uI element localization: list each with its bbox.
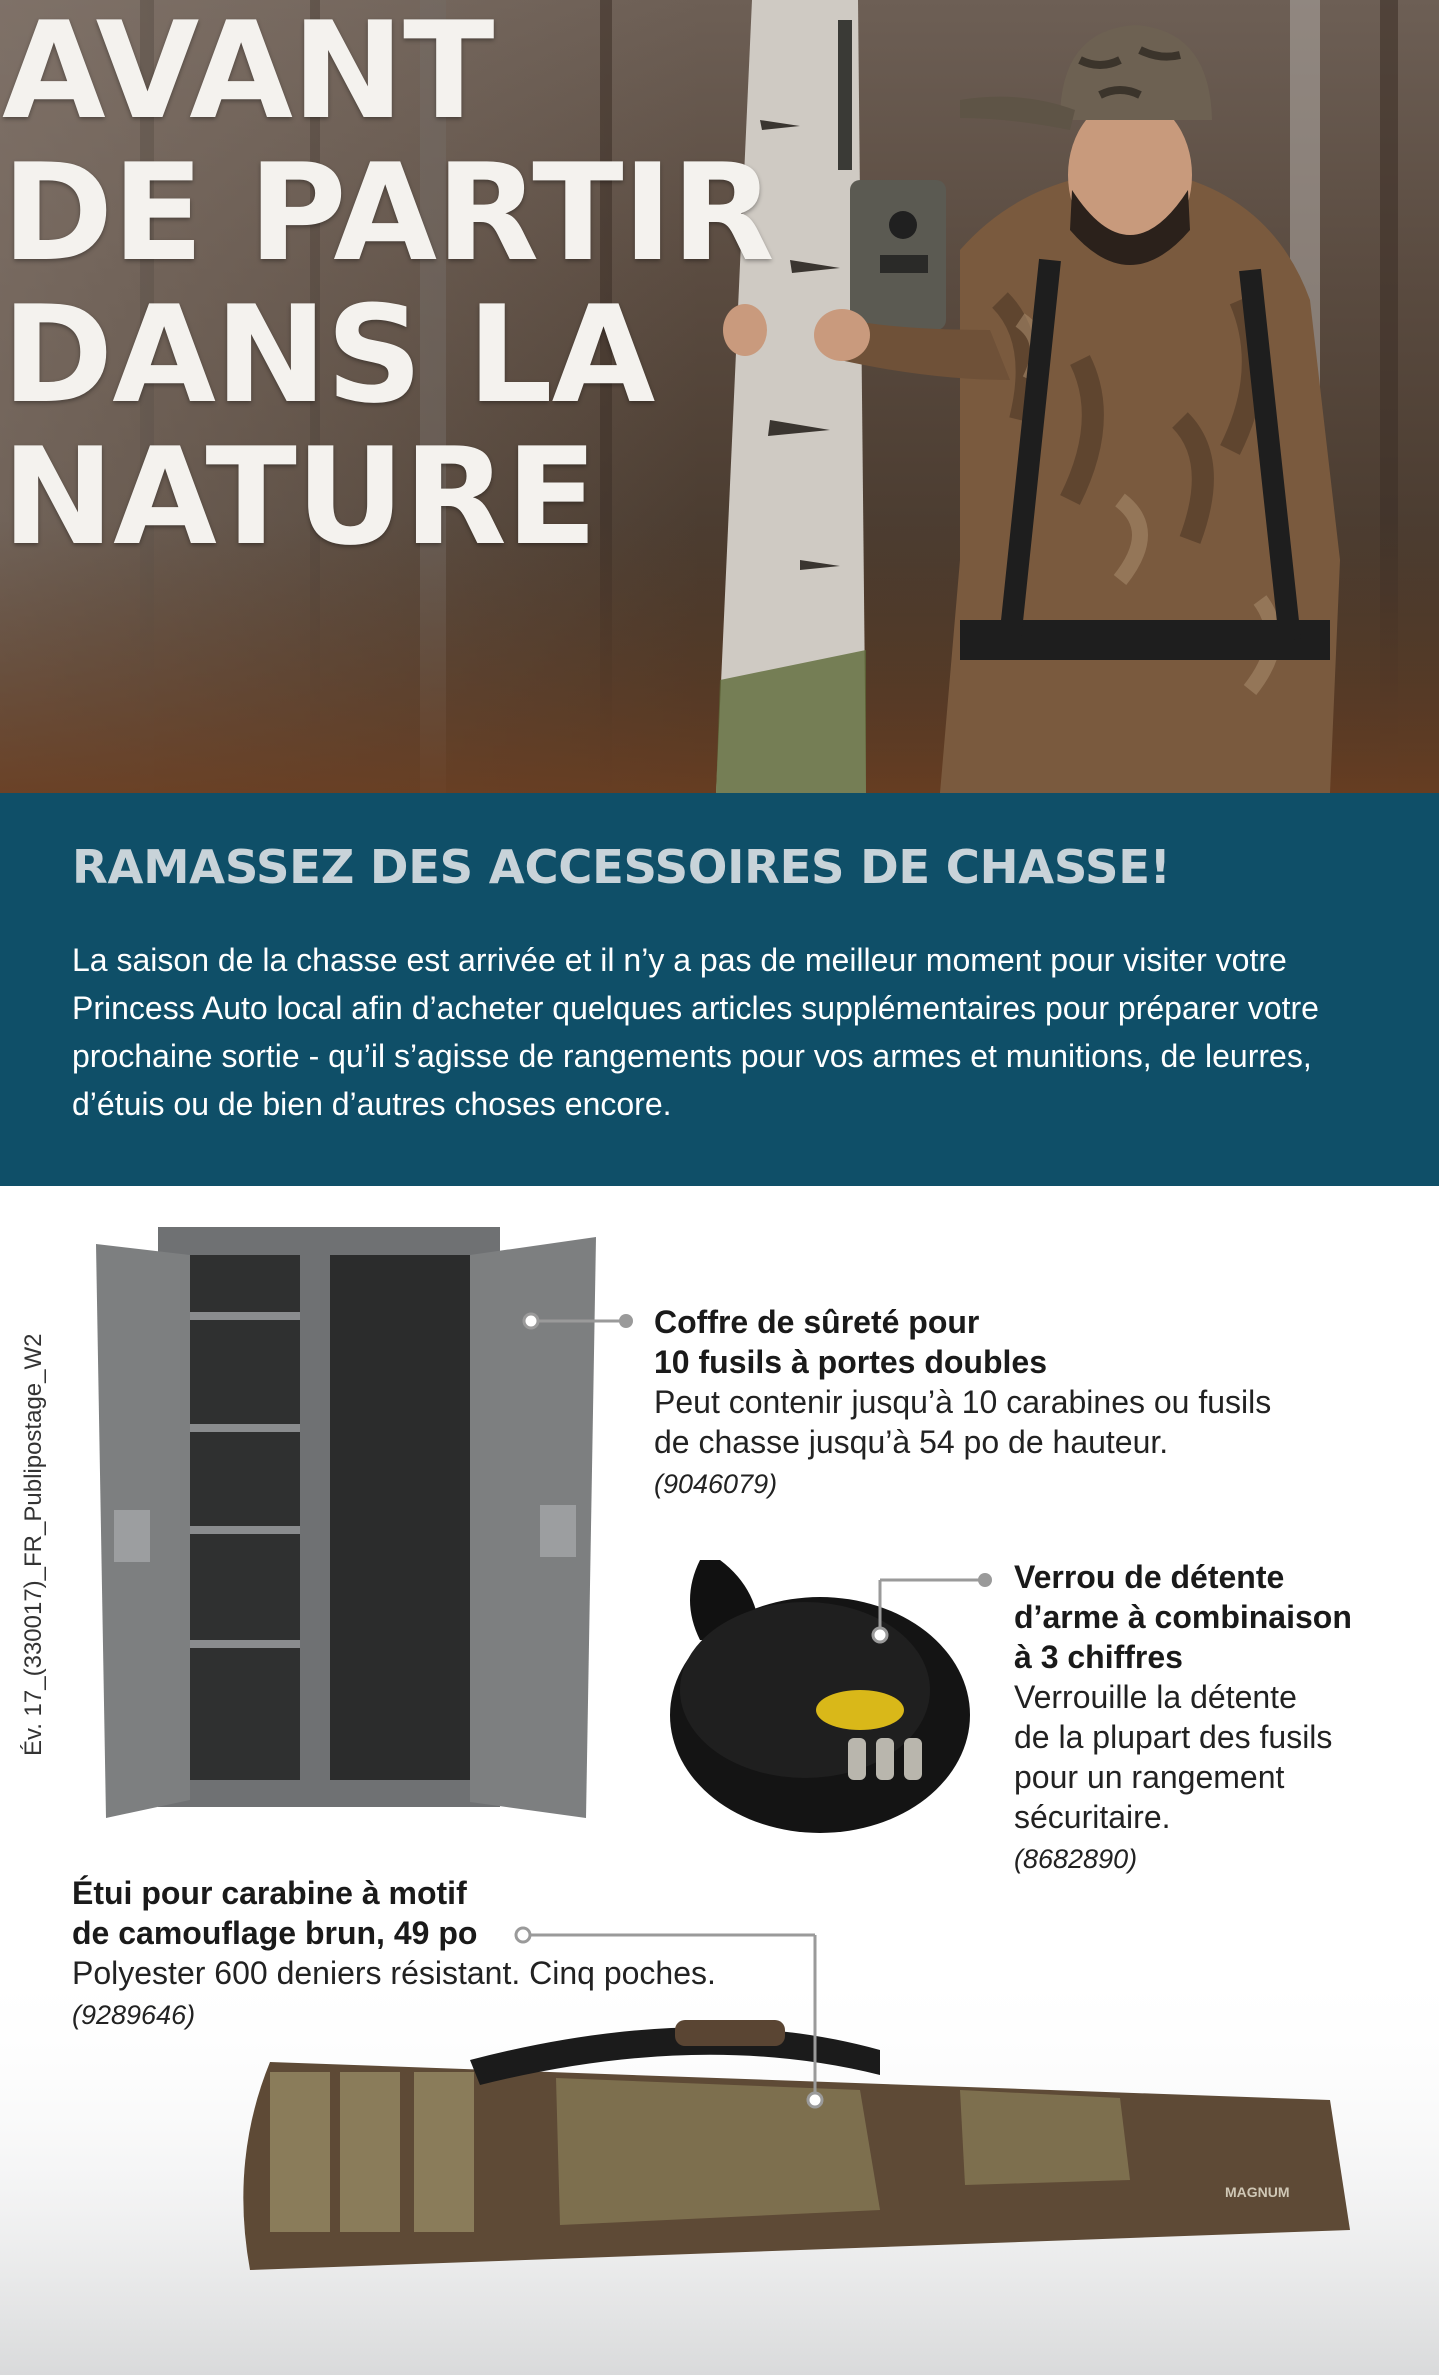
product-safe <box>654 1302 1374 1504</box>
banner-heading: RAMASSEZ DES ACCESSOIRES DE CHASSE! <box>72 840 1171 894</box>
product-case-desc <box>72 1953 832 1993</box>
product-safe-name <box>654 1302 1374 1382</box>
gun-safe-image <box>96 1227 596 1818</box>
product-case-name <box>72 1873 832 1953</box>
desc-line: Peut contenir jusqu’à 10 carabines ou fusils <box>654 1384 1272 1420</box>
desc-line: Verrouille la détente <box>1014 1679 1297 1715</box>
name-line: à 3 chiffres <box>1014 1639 1183 1675</box>
desc-line: Polyester 600 deniers résistant. Cinq poches. <box>72 1955 716 1991</box>
name-line: de camouflage brun, 49 po <box>72 1915 478 1951</box>
name-line: d’arme à combinaison <box>1014 1599 1352 1635</box>
desc-line: de la plupart des fusils <box>1014 1719 1333 1755</box>
desc-line: pour un rangement <box>1014 1759 1285 1795</box>
name-line: Coffre de sûreté pour <box>654 1304 980 1340</box>
product-lock-sku: (8682890) <box>1014 1844 1138 1874</box>
desc-line: de chasse jusqu’à 54 po de hauteur. <box>654 1424 1169 1460</box>
hero-title-line: DE PARTIR <box>2 135 774 291</box>
hero-title-line: AVANT <box>2 0 494 149</box>
desc-line: sécuritaire. <box>1014 1799 1171 1835</box>
trigger-lock-image <box>670 1560 970 1833</box>
name-line: Verrou de détente <box>1014 1559 1285 1595</box>
product-safe-sku: (9046079) <box>654 1469 778 1499</box>
name-line: Étui pour carabine à motif <box>72 1875 467 1911</box>
case-brand-text: MAGNUM <box>1225 2184 1290 2200</box>
name-line: 10 fusils à portes doubles <box>654 1344 1047 1380</box>
banner-body: La saison de la chasse est arrivée et il n’y a pas de meilleur moment pour visiter votre Princess Auto local afin d’acheter quelques articles supplémentaires pour préparer votre prochaine sortie - qu’il s’agisse de rangements pour vos armes et munitions, de leurres, d’étuis ou de bien d’autres choses encore. <box>72 942 1319 1122</box>
product-safe-desc <box>654 1382 1374 1462</box>
hero-title-line: NATURE <box>2 419 597 575</box>
product-case-sku: (9289646) <box>72 2000 196 2030</box>
product-case <box>72 1873 832 2035</box>
product-lock-desc <box>1014 1677 1414 1837</box>
hero-title-line: DANS LA <box>2 277 655 433</box>
product-lock-name <box>1014 1557 1414 1677</box>
product-lock <box>1014 1557 1414 1879</box>
side-code: Év. 17_(330017)_FR_Publipostage_W2 <box>20 1333 47 1756</box>
